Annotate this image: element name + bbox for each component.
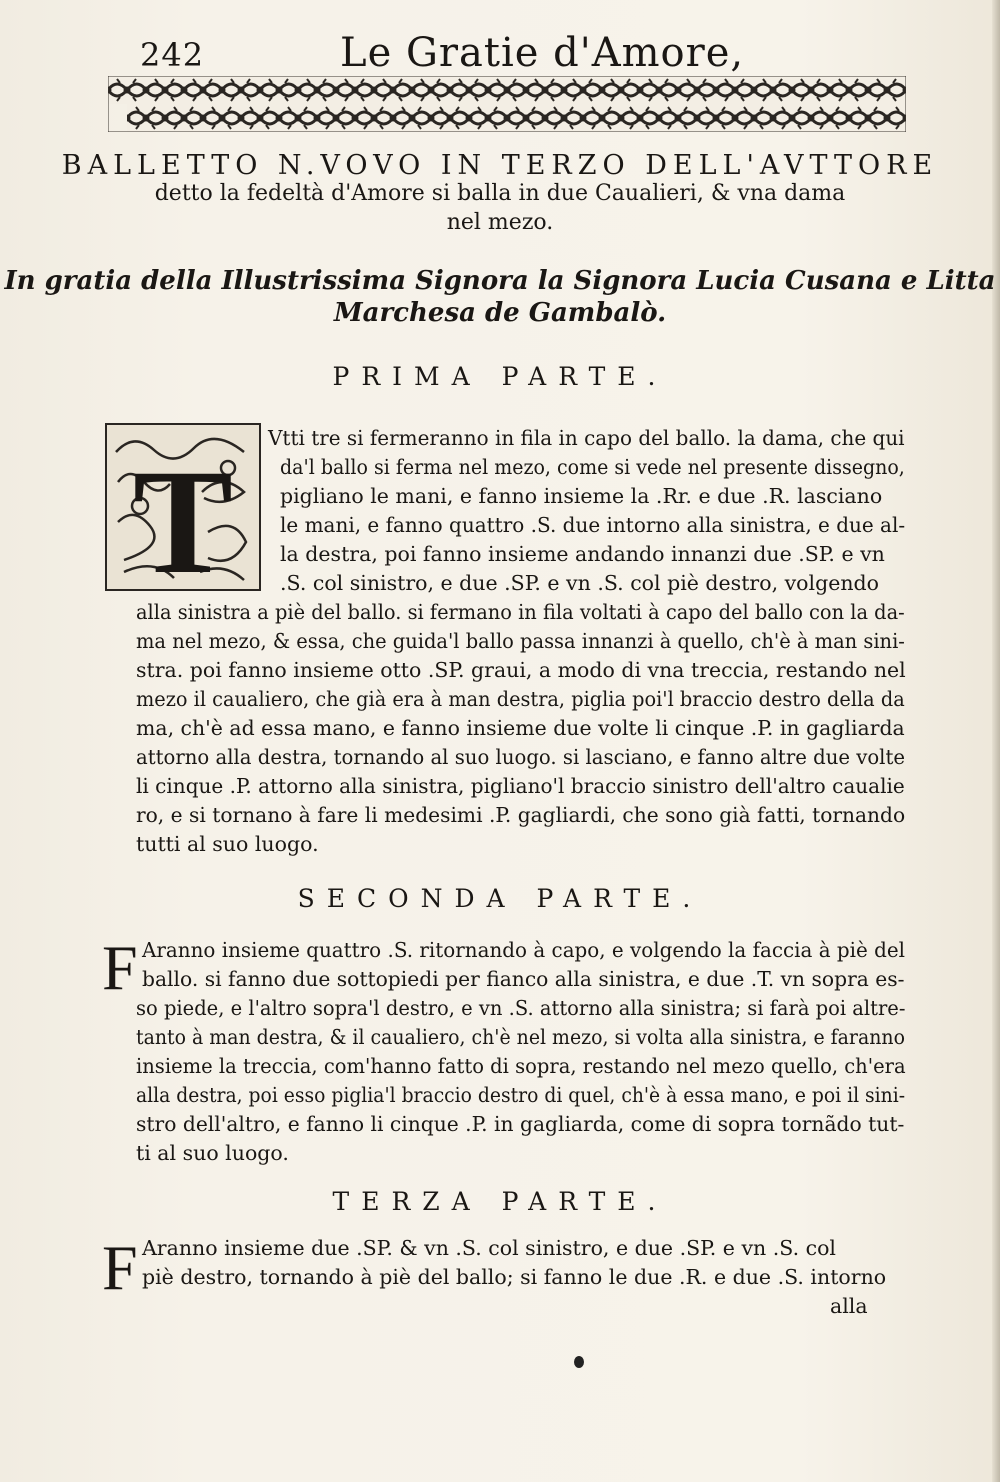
running-title: Le Gratie d'Amore, <box>340 30 745 76</box>
seconda-line: Aranno insieme quattro .S. ritornando à capo, e volgendo la faccia à piè del <box>142 938 905 962</box>
page-header <box>0 22 1000 82</box>
section-heading-seconda: SECONDA PARTE. <box>297 884 703 913</box>
ballet-subtitle-line-2: nel mezo. <box>446 210 554 235</box>
seconda-line: ti al suo luogo. <box>136 1141 289 1165</box>
terza-line: Aranno insieme due .SP. & vn .S. col sinistro, e due .SP. e vn .S. col <box>142 1236 836 1260</box>
prima-line: stra. poi fanno insieme otto .SP. graui, a modo di vna treccia, restando nel <box>136 658 906 682</box>
prima-line: .S. col sinistro, e due .SP. e vn .S. col piè destro, volgendo <box>280 571 880 595</box>
seconda-line: tanto à man destra, & il caualiero, ch'è nel mezo, si volta alla sinistra, e faranno <box>136 1025 905 1049</box>
prima-line: le mani, e fanno quattro .S. due intorno alla sinistra, e due al- <box>280 513 906 537</box>
terza-line: piè destro, tornando à piè del ballo; si fanno le due .R. e due .S. intorno <box>142 1265 887 1289</box>
seconda-line: insieme la treccia, com'hanno fatto di sopra, restando nel mezo quello, ch'era <box>136 1054 906 1078</box>
initial-letter: T <box>132 439 234 592</box>
seconda-line: stro dell'altro, e fanno li cinque .P. in gagliarda, come di sopra tornãdo tut- <box>136 1112 905 1136</box>
prima-line: mezo il caualiero, che già era à man destra, piglia poi'l braccio destro della da <box>136 687 905 711</box>
prima-line: tutti al suo luogo. <box>136 832 319 856</box>
prima-line: pigliano le mani, e fanno insieme la .Rr. e due .R. lasciano <box>280 484 883 508</box>
ink-dot <box>574 1356 584 1368</box>
drop-cap-f: F <box>102 1232 138 1303</box>
seconda-line: ballo. si fanno due sottopiedi per fianco alla sinistra, e due .T. vn sopra es- <box>142 967 905 991</box>
prima-line: li cinque .P. attorno alla sinistra, pigliano'l braccio sinistro dell'altro caualie <box>136 774 905 798</box>
seconda-line: so piede, e l'altro sopra'l destro, e vn .S. attorno alla sinistra; si farà poi altre- <box>136 996 906 1020</box>
section-heading-terza: TERZA PARTE. <box>332 1187 668 1216</box>
prima-line: alla sinistra a piè del ballo. si fermano in fila voltati à capo del ballo con la da- <box>136 600 905 624</box>
section-heading-prima: PRIMA PARTE. <box>332 362 668 391</box>
catchword: alla <box>830 1294 868 1318</box>
prima-line: ma nel mezo, & essa, che guida'l ballo passa innanzi à quello, ch'è à man sini- <box>136 629 905 653</box>
drop-cap-f: F <box>102 932 138 1003</box>
prima-line: la destra, poi fanno insieme andando innanzi due .SP. e vn <box>280 542 885 566</box>
prima-line: ro, e si tornano à fare li medesimi .P. gagliardi, che sono già fatti, tornando <box>136 803 906 827</box>
prima-line: da'l ballo si ferma nel mezo, come si vede nel presente dissegno, <box>280 455 905 479</box>
ornamental-border <box>108 76 906 132</box>
ballet-subtitle-line-1: detto la fedeltà d'Amore si balla in due Caualieri, & vna dama <box>154 181 846 206</box>
prima-line: ma, ch'è ad essa mano, e fanno insieme due volte li cinque .P. in gagliarda <box>136 716 905 740</box>
prima-line: Vtti tre si fermeranno in fila in capo del ballo. la dama, che qui <box>268 426 905 450</box>
ballet-title: BALLETTO N.VOVO IN TERZO DELL'AVTTORE <box>61 150 939 181</box>
dedication-line-1: In gratia della Illustrissima Signora la Signora Lucia Cusana e Litta <box>4 266 996 296</box>
seconda-line: alla destra, poi esso piglia'l braccio destro di quel, ch'è à essa mano, e poi il sini- <box>136 1083 906 1107</box>
dedication-line-2: Marchesa de Gambalò. <box>333 298 667 328</box>
page-number: 242 <box>140 36 205 74</box>
prima-line: attorno alla destra, tornando al suo luogo. si lasciano, e fanno altre due volte <box>136 745 906 769</box>
decorated-initial-t <box>104 422 262 592</box>
